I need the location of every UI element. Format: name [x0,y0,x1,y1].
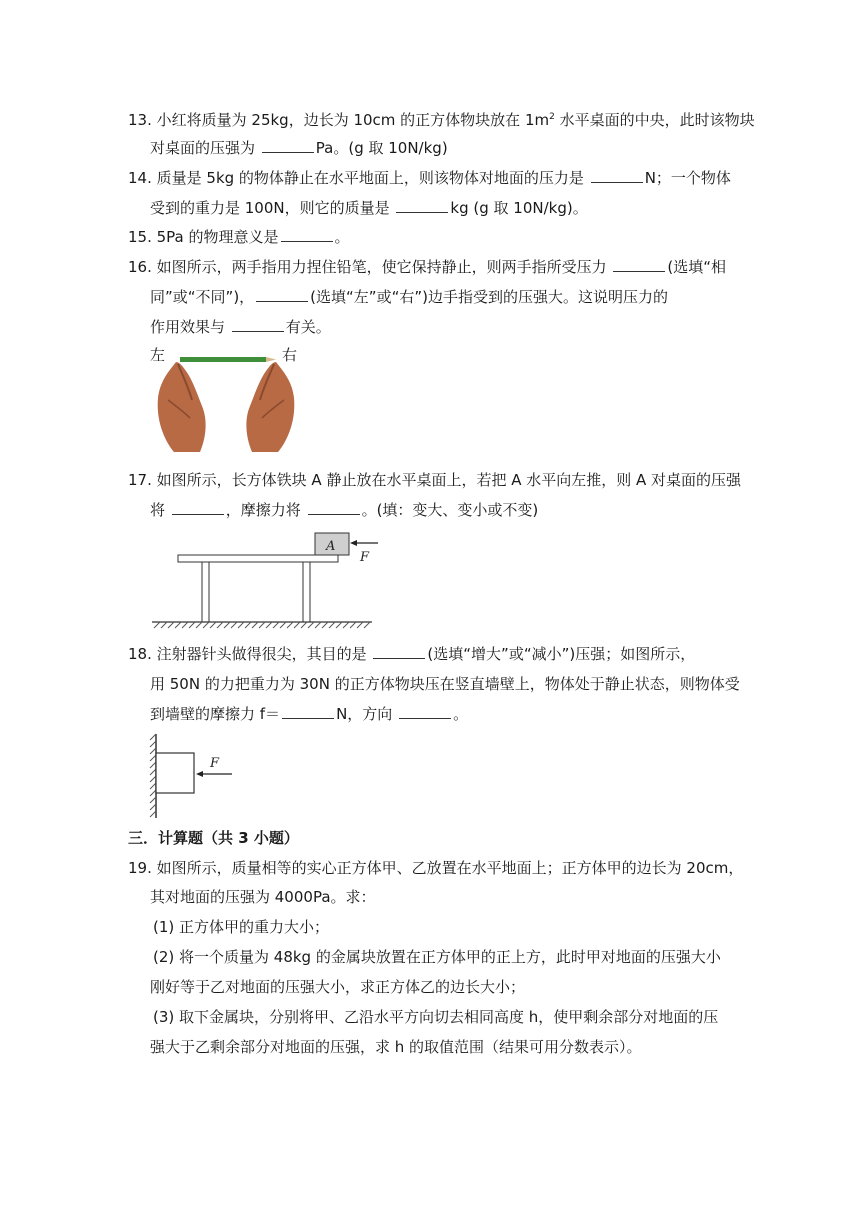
answer-blank [282,704,334,719]
fig-right-label: 右 [282,346,298,364]
q16-line1: 16. 如图所示，两手指用力捏住铅笔，使它保持静止，则两手指所受压力 (选填“相 [128,258,727,276]
pencil [180,357,266,362]
answer-blank [308,500,360,515]
fig-left-label: 左 [150,346,166,364]
q18-line3: 到墙壁的摩擦力 f＝ N，方向 。 [150,705,469,723]
q18-line1: 18. 注射器针头做得很尖，其目的是 (选填“增大”或“减小”)压强；如图所示， [128,645,696,663]
left-hand [158,362,206,452]
q18-line2: 用 50N 的力把重力为 30N 的正方体物块压在竖直墙壁上，物体处于静止状态，则物体受 [150,675,740,693]
q15-number: 15. [128,228,152,246]
q13-number: 13. [128,111,152,129]
table-block-figure [148,528,388,636]
q16-number: 16. [128,258,152,276]
q14-line2: 受到的重力是 100N，则它的质量是 kg (g 取 10N/kg)。 [150,199,588,217]
answer-blank [396,198,448,213]
answer-blank [256,287,308,302]
q17-line2: 将 ，摩擦力将 。(填：变大、变小或不变) [150,501,539,519]
right-hand [246,362,294,452]
q19-sub3-line1: (3) 取下金属块，分别将甲、乙沿水平方向切去相同高度 h，使甲剩余部分对地面的压 [153,1008,719,1026]
answer-blank [613,257,665,272]
answer-blank [399,704,451,719]
q19-number: 19. [128,859,152,877]
table-leg-left [202,562,209,622]
force-label: F [210,756,220,771]
q16-line2: 同”或“不同”)， (选填“左”或“右”)边手指受到的压强大。这说明压力的 [150,288,668,306]
pencil-tip [266,357,276,362]
wall-block-figure [146,732,246,820]
cube-block [156,753,194,793]
answer-blank [232,317,284,332]
q17-number: 17. [128,471,152,489]
pencil-fingers-figure [148,340,308,460]
q14-line1: 14. 质量是 5kg 的物体静止在水平地面上，则该物体对地面的压力是 N；一个物体 [128,169,731,187]
q14-number: 14. [128,169,152,187]
wall-hatching [150,734,156,817]
answer-blank [373,644,425,659]
q13-line1: 13. 小红将质量为 25kg，边长为 10cm 的正方体物块放在 $1m^2$ 水平桌面的中央，此时该物块 [128,111,755,129]
table-top [178,555,338,562]
q19-line1: 19. 如图所示，质量相等的实心正方体甲、乙放置在水平地面上；正方体甲的边长为 20cm， [128,859,744,877]
force-label: F [360,550,370,565]
q17-line1: 17. 如图所示，长方体铁块 A 静止放在水平桌面上，若把 A 水平向左推，则 A 对桌面的压强 [128,471,742,489]
q19-sub1: (1) 正方体甲的重力大小； [153,918,330,936]
q19-sub2-line2: 刚好等于乙对地面的压强大小，求正方体乙的边长大小； [150,978,526,996]
answer-blank [262,138,314,153]
q15-line1: 15. 5Pa 的物理意义是 。 [128,228,350,246]
q16-line3: 作用效果与 有关。 [150,318,331,336]
answer-blank [172,500,224,515]
table-leg-right [303,562,310,622]
q19-line2: 其对地面的压强为 4000Pa。求： [150,888,376,906]
q13-line2: 对桌面的压强为 Pa。(g 取 10N/kg) [150,139,448,157]
answer-blank [591,168,643,183]
ground-hatching [154,622,370,628]
block-a-label: A [326,539,336,554]
q19-sub2-line1: (2) 将一个质量为 48kg 的金属块放置在正方体甲的正上方，此时甲对地面的压强大小 [153,948,721,966]
q19-sub3-line2: 强大于乙剩余部分对地面的压强，求 h 的取值范围（结果可用分数表示）。 [150,1038,642,1056]
section-title: 三．计算题（共 3 小题） [128,829,299,847]
answer-blank [281,227,333,242]
q18-number: 18. [128,645,152,663]
